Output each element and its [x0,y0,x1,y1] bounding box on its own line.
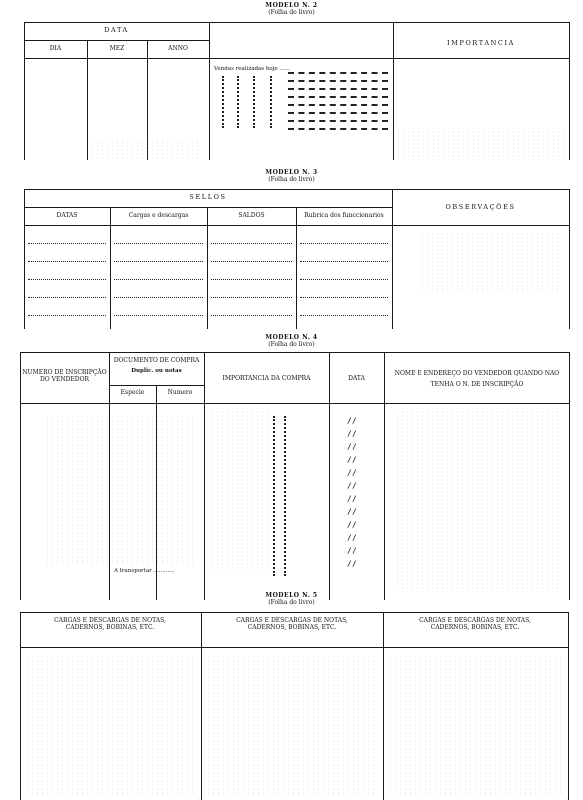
modelo2-subtitle: (Folha do livro) [268,9,315,16]
modelo4-data-header: DATA [348,375,365,382]
modelo5-subtitle: (Folha do livro) [268,599,315,606]
modelo2-data-header: DATA [104,26,129,34]
modelo4-transportar-label: A transportar ............ [114,568,175,574]
modelo5-caption [0,593,583,606]
modelo3-caption [0,170,583,183]
modelo4-duplic-header: Duplic. ou notas [131,368,182,374]
modelo3-sellos-header: SELLOS [189,193,227,201]
modelo5-col1-header: CARGAS E DESCARGAS DE NOTAS, CADERNOS, BOBINAS, ETC. [54,617,166,631]
modelo4-importancia-header: IMPORTANCIA DA COMPRA [222,375,311,382]
modelo5-col2-header: CARGAS E DESCARGAS DE NOTAS, CADERNOS, BOBINAS, ETC. [236,617,348,631]
modelo4-title: MODELO N. 4 [265,334,318,341]
modelo2-anno-header: ANNO [168,45,188,52]
modelo4-nome-header: NOME E ENDEREÇO DO VENDEDOR QUANDO NAO TENHA O N. DE INSCRIPÇÃO [394,370,560,388]
modelo4-caption [0,335,583,348]
modelo5-title: MODELO N. 5 [265,592,318,599]
modelo2-dia-header: DIA [49,45,62,52]
modelo3-observacoes-header: OBSERVAÇÕES [445,203,516,211]
modelo3-cargas-header: Cargas e descargas [128,212,189,219]
modelo4-subtitle: (Folha do livro) [268,341,315,348]
modelo3-title: MODELO N. 3 [265,169,318,176]
modelo2-mez-header: MEZ [109,45,125,52]
modelo4-especie-header: Especie [120,389,145,396]
modelo2-vendas-label: Vendas realizadas hoje ...... [214,66,290,72]
modelo3-subtitle: (Folha do livro) [268,176,315,183]
modelo2-caption [0,3,583,16]
modelo4-numero-header: Numero [167,389,193,396]
modelo2-title: MODELO N. 2 [265,2,318,9]
modelo3-datas-header: DATAS [56,212,78,219]
modelo3-saldos-header: SALDOS [238,212,265,219]
modelo2-importancia-header: IMPORTANCIA [447,39,515,47]
modelo4-numero-inscricao-header: NUMERO DE INSCRIPÇÃO DO VENDEDOR [22,369,107,383]
modelo5-col3-header: CARGAS E DESCARGAS DE NOTAS, CADERNOS, BOBINAS, ETC. [419,617,531,631]
modelo3-rubrica-header: Rubrica dos funccionarios [304,212,384,219]
modelo4-documento-header: DOCUMENTO DE COMPRA [113,357,200,364]
